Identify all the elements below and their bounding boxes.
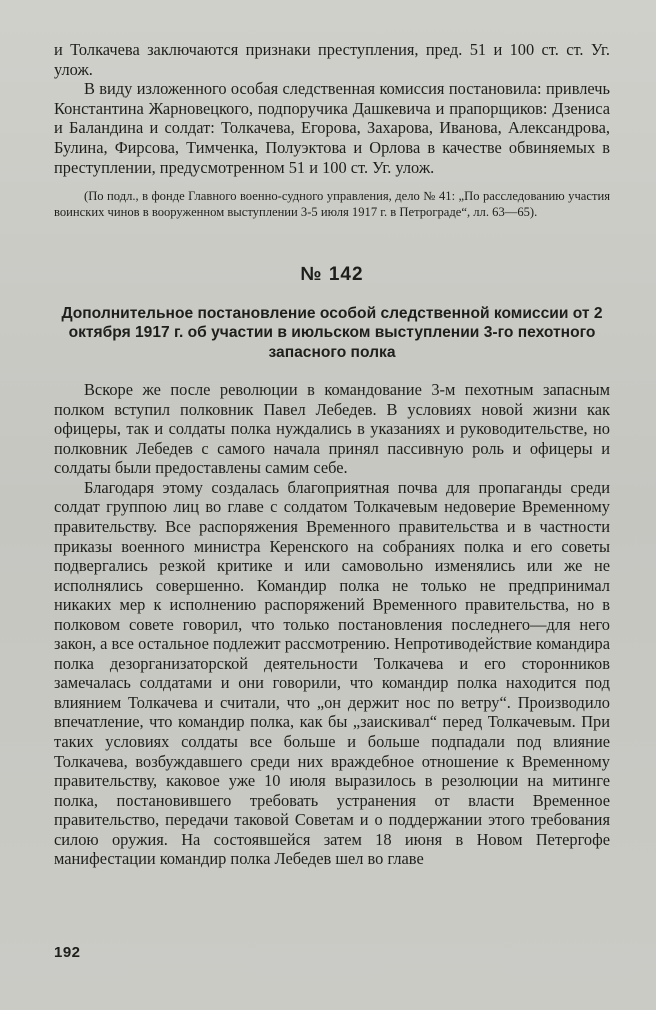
body-paragraph: Вскоре же после революции в командование 3-м пехотным запасным полком вступил полковник Павел Лебедев. В условиях новой жизни как офицеры, так и солдаты полка нуждались в указаниях и руководительстве, но полковник Лебедев с самого начала принял пассивную роль и офицеры и солдаты были предоставлены самим себе. [54, 380, 610, 478]
body-paragraph: Благодаря этому создалась благоприятная почва для пропаганды среди солдат группою лиц во главе с солдатом Толкачевым недоверие Временному правительству. Все распоряжения Временного правительства и в частности приказы военного министра Керенского на собраниях полка и его советы подвергались резкой критике и или самовольно изменялись или же не исполнялись совершенно. Командир полка не только не предпринимал никаких мер к исполнению распоряжений Временного правительства, но в полковом совете говорил, что только постановления последнего—для него закон, а все остальное подлежит рассмотрению. Непротиводействие командира полка дезорганизаторской деятельности Толкачева и его сторонников замечалась солдатами и они говорили, что командир полка находится под влиянием Толкачева и считали, что „он держит нос по ветру“. Производило впечатление, что командир полка, как бы „заискивал“ перед Толкачевым. При таких условиях солдаты все больше и больше подпадали под влияние Толкачева, возбуждавшего среди них враждебное отношение к Временному правительству, каковое уже 10 июля выразилось в резолюции на митинге полка, постановившего требовать устранения от власти Временное правительство, передачи таковой Советам и о поддержании этого требования силою оружия. На состоявшейся затем 18 июня в Новом Петергофе манифестации командир полка Лебедев шел во главе [54, 477, 610, 869]
continuation-paragraph: и Толкачева заключаются признаки преступления, пред. 51 и 100 ст. ст. Уг. улож. [54, 40, 610, 79]
page-number: 192 [54, 944, 81, 961]
document-body [54, 380, 610, 869]
document-number: № 142 [300, 263, 364, 285]
document-title: Дополнительное постановление особой следственной комиссии от 2 октября 1917 г. об участии в июльском выступлении 3-го пехотного запасного полка [61, 304, 603, 361]
source-note: (По подл., в фонде Главного военно-судного управления, дело № 41: „По расследованию участия воинских чинов в вооруженном выступлении 3-5 июля 1917 г. в Петрограде“, лл. 63—65). [54, 189, 610, 219]
resolution-paragraph: В виду изложенного особая следственная комиссия постановила: привлечь Константина Жарновецкого, подпоручика Дашкевича и прапорщиков: Дзениса и Баландина и солдат: Толкачева, Егорова, Захарова, Иванова, Александрова, Булина, Фирсова, Тимченка, Полуэктова и Орлова в качестве обвиняемых в преступлении, предусмотренном 51 и 100 ст. Уг. улож. [54, 79, 610, 177]
